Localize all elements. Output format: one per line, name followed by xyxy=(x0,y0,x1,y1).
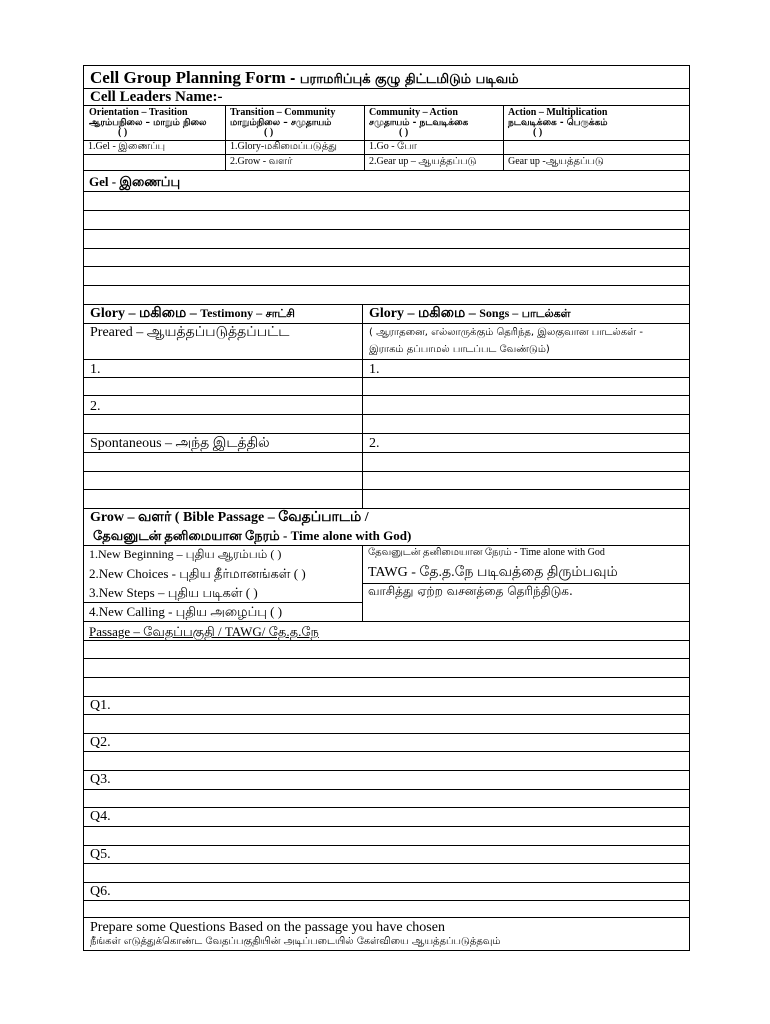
step-gear-up: 2.Gear up – ஆயத்தப்படு xyxy=(369,156,477,167)
glory-songs-title: Glory – மகிமை – Songs – பாடல்கள் xyxy=(369,306,571,321)
grow-item-1: 1.New Beginning – புதிய ஆரம்பம் ( ) xyxy=(89,547,282,561)
testimony-item-1: 1. xyxy=(90,362,101,377)
rule xyxy=(83,395,690,396)
rule xyxy=(83,433,690,434)
songs-note-line-1: ( ஆராதனை, எல்லாருக்கும் தெரிந்த, இலகுவான பாடல்கள் - xyxy=(369,327,643,338)
rule xyxy=(83,917,690,918)
rule xyxy=(83,845,690,846)
rule xyxy=(83,863,690,864)
rule xyxy=(83,733,690,734)
column-divider xyxy=(362,545,363,621)
rule xyxy=(83,751,690,752)
tawg-line-1: தேவனுடன் தனிமையான நேரம் - Time alone with God xyxy=(368,547,605,558)
grow-title-line-2: தேவனுடன் தனிமையான நேரம் - Time alone with God) xyxy=(93,528,412,543)
rule xyxy=(83,191,690,192)
form-title: Cell Group Planning Form - பராமரிப்புக் குழு திட்டமிடும் படிவம் xyxy=(90,68,519,87)
stage-4-title: Action – Multiplication xyxy=(508,107,608,118)
rule xyxy=(83,602,363,603)
songs-note-line-2: இராகம் தப்பாமல் பாடப்பட வேண்டும்) xyxy=(369,344,550,355)
step-grow: 2.Grow - வளர் xyxy=(230,156,293,167)
rule xyxy=(83,229,690,230)
column-divider xyxy=(364,105,365,170)
rule xyxy=(83,696,690,697)
rule xyxy=(83,285,690,286)
gel-section-title: Gel - இணைப்பு xyxy=(89,174,181,189)
column-divider xyxy=(225,105,226,170)
rule xyxy=(83,304,690,305)
rule xyxy=(83,789,690,790)
rule xyxy=(83,489,690,490)
spontaneous-label: Spontaneous – அந்த இடத்தில் xyxy=(90,436,270,451)
rule xyxy=(83,323,690,324)
rule xyxy=(83,508,690,509)
question-1: Q1. xyxy=(90,698,111,713)
rule xyxy=(83,770,690,771)
stage-3-tamil: சமுதாயம் - நடவடிக்கை xyxy=(369,118,469,128)
step-gear-up-action: Gear up -ஆயத்தப்படு xyxy=(508,156,604,167)
rule xyxy=(83,826,690,827)
songs-item-1: 1. xyxy=(369,362,380,377)
stage-3-paren: ( ) xyxy=(399,127,409,138)
question-5: Q5. xyxy=(90,847,111,862)
stage-2-title: Transition – Community xyxy=(230,107,336,118)
stage-1-tamil: ஆரம்பநிலை – மாறும் நிலை xyxy=(89,118,207,128)
stage-1-title: Orientation – Trasition xyxy=(89,107,188,118)
rule xyxy=(83,377,690,378)
rule xyxy=(83,471,690,472)
stage-4-tamil: நடவடிக்கை - பெருக்கம் xyxy=(508,118,608,128)
rule xyxy=(83,210,690,211)
prepared-label: Preared – ஆயத்தப்படுத்தப்பட்ட xyxy=(90,325,290,340)
rule xyxy=(83,248,690,249)
grow-item-2: 2.New Choices - புதிய தீர்மானங்கள் ( ) xyxy=(89,566,306,581)
grow-title-line-1: Grow – வளர் ( Bible Passage – வேதப்பாடம் / xyxy=(90,510,369,525)
rule xyxy=(83,807,690,808)
testimony-item-2: 2. xyxy=(90,399,101,414)
stage-2-tamil: மாறும்நிலை – சமுதாயம் xyxy=(230,118,332,128)
rule xyxy=(83,359,690,360)
tawg-line-2: TAWG - தே.த.நே படிவத்தை திரும்பவும் xyxy=(368,565,618,580)
rule xyxy=(83,414,690,415)
rule xyxy=(83,154,690,155)
rule xyxy=(83,882,690,883)
grow-item-3: 3.New Steps – புதிய படிகள் ( ) xyxy=(89,585,258,600)
tawg-line-3: வாசித்து ஏற்ற வசனத்தை தெரிந்திடுக. xyxy=(368,584,573,598)
glory-testimony-title: Glory – மகிமை – Testimony – சாட்சி xyxy=(90,306,295,321)
rule xyxy=(83,658,690,659)
question-6: Q6. xyxy=(90,884,111,899)
rule xyxy=(83,677,690,678)
rule xyxy=(83,266,690,267)
question-4: Q4. xyxy=(90,809,111,824)
question-3: Q3. xyxy=(90,772,111,787)
stage-1-paren: ( ) xyxy=(118,127,128,138)
step-go: 1.Go - போ xyxy=(369,141,417,152)
rule xyxy=(83,621,690,622)
rule xyxy=(83,170,690,171)
passage-label: Passage – வேதப்பகுதி / TAWG/ தே.த.நே xyxy=(89,624,319,639)
rule xyxy=(83,452,690,453)
footer-instruction-tamil: நீங்கள் எடுத்துக்கொண்ட வேதப்பகுதியின் அடிப்படையில் கேள்வியை ஆயத்தப்படுத்தவும் xyxy=(90,936,501,947)
grow-item-4: 4.New Calling - புதிய அழைப்பு ( ) xyxy=(89,604,283,619)
stage-4-paren: ( ) xyxy=(533,127,543,138)
step-gel: 1.Gel - இணைப்பு xyxy=(88,141,166,152)
stage-3-title: Community – Action xyxy=(369,107,458,118)
rule xyxy=(83,545,690,546)
step-glory: 1.Glory-மகிமைப்படுத்து xyxy=(230,141,337,152)
footer-instruction: Prepare some Questions Based on the passage you have chosen xyxy=(90,920,445,935)
rule xyxy=(83,640,690,641)
column-divider xyxy=(362,304,363,508)
rule xyxy=(83,105,690,106)
cell-leaders-label: Cell Leaders Name:- xyxy=(90,89,223,105)
question-2: Q2. xyxy=(90,735,111,750)
column-divider xyxy=(503,105,504,170)
stage-2-paren: ( ) xyxy=(264,127,274,138)
songs-item-2: 2. xyxy=(369,436,380,451)
rule xyxy=(83,900,690,901)
rule xyxy=(83,714,690,715)
